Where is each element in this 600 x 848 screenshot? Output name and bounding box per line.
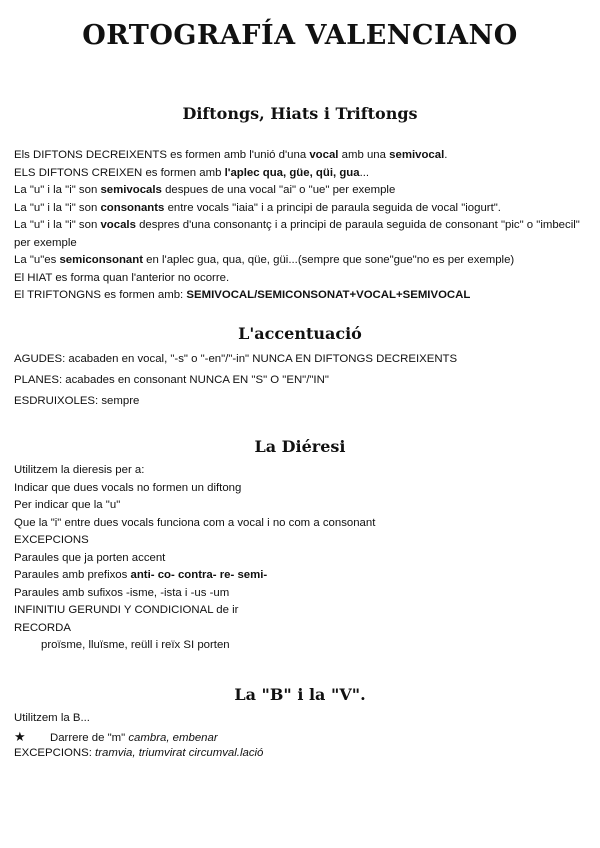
section-accentuacio — [14, 349, 586, 412]
section-b-v — [14, 710, 586, 763]
text-line: El TRIFTONGNS es formen amb: SEMIVOCAL/SEMICONSONAT+VOCAL+SEMIVOCAL — [14, 289, 471, 301]
text-line: Indicar que dues vocals no formen un diftong — [14, 481, 242, 494]
text-line: ELS DIFTONS CREIXEN es formen amb l'aplec qua, güe, qüi, gua... — [14, 166, 370, 179]
heading-dieresi: La Diéresi — [254, 437, 346, 456]
text-line: Que la "i" entre dues vocals funciona com a vocal i no com a consonant — [14, 516, 376, 529]
text-line: RECORDA — [14, 621, 71, 634]
text-line: AGUDES: acabaden en vocal, "-s" o "-en"/"-in" NUNCA EN DIFTONGS DECREIXENTS — [14, 353, 458, 365]
page-title: ORTOGRAFÍA VALENCIANO — [82, 20, 518, 51]
section-diftongs — [14, 147, 586, 305]
text-line: Paraules amb prefixos anti- co- contra- re- semi- — [14, 569, 268, 581]
text-line: EXCEPCIONS: tramvia, triumvirat circumval.lació — [14, 747, 264, 759]
text-line: Paraules que ja porten accent — [14, 551, 166, 564]
text-line: ESDRUIXOLES: sempre — [14, 395, 140, 407]
star-icon: ★ — [14, 728, 26, 744]
list-item: ★ Darrere de "m" cambra, embenar — [14, 728, 218, 744]
text-line: La "u"es semiconsonant en l'aplec gua, qua, qüe, güi...(sempre que sone"gue"no es per exemple) — [14, 254, 515, 266]
heading-diftongs: Diftongs, Hiats i Triftongs — [182, 104, 418, 123]
text-line: EXCEPCIONS — [14, 534, 89, 546]
text-line: Per indicar que la "u" — [14, 499, 121, 511]
text-line: El HIAT es forma quan l'anterior no ocorre. — [14, 271, 230, 284]
heading-accentuacio: L'accentuació — [238, 324, 362, 343]
text-line: Paraules amb sufixos -isme, -ista i -us -um — [14, 586, 230, 599]
text-line: INFINITIU GERUNDI Y CONDICIONAL de ir — [14, 604, 239, 616]
section-dieresi — [14, 462, 586, 655]
text-line: La "u" i la "i" son vocals despres d'una consonantç i a principi de paraula seguida de consonant "pic" o "imbecil" per exemple — [14, 219, 580, 249]
text-line: PLANES: acabades en consonant NUNCA EN "S" O "EN"/"IN" — [14, 374, 329, 386]
text-line: Utilitzem la B... — [14, 712, 90, 724]
text-line: Utilitzem la dieresis per a: — [14, 464, 145, 476]
text-line: La "u" i la "i" son consonants entre vocals "iaia" i a principi de paraula seguida de vocal "iogurt". — [14, 201, 501, 214]
text-line: Els DIFTONS DECREIXENTS es formen amb l'unió d'una vocal amb una semivocal. — [14, 149, 448, 161]
text-line: La "u" i la "i" son semivocals despues de una vocal "ai" o "ue" per exemple — [14, 184, 396, 196]
text-line: proïsme, lluïsme, reüll i reïx SI porten — [41, 639, 230, 651]
heading-b-v: La "B" i la "V". — [234, 685, 366, 704]
